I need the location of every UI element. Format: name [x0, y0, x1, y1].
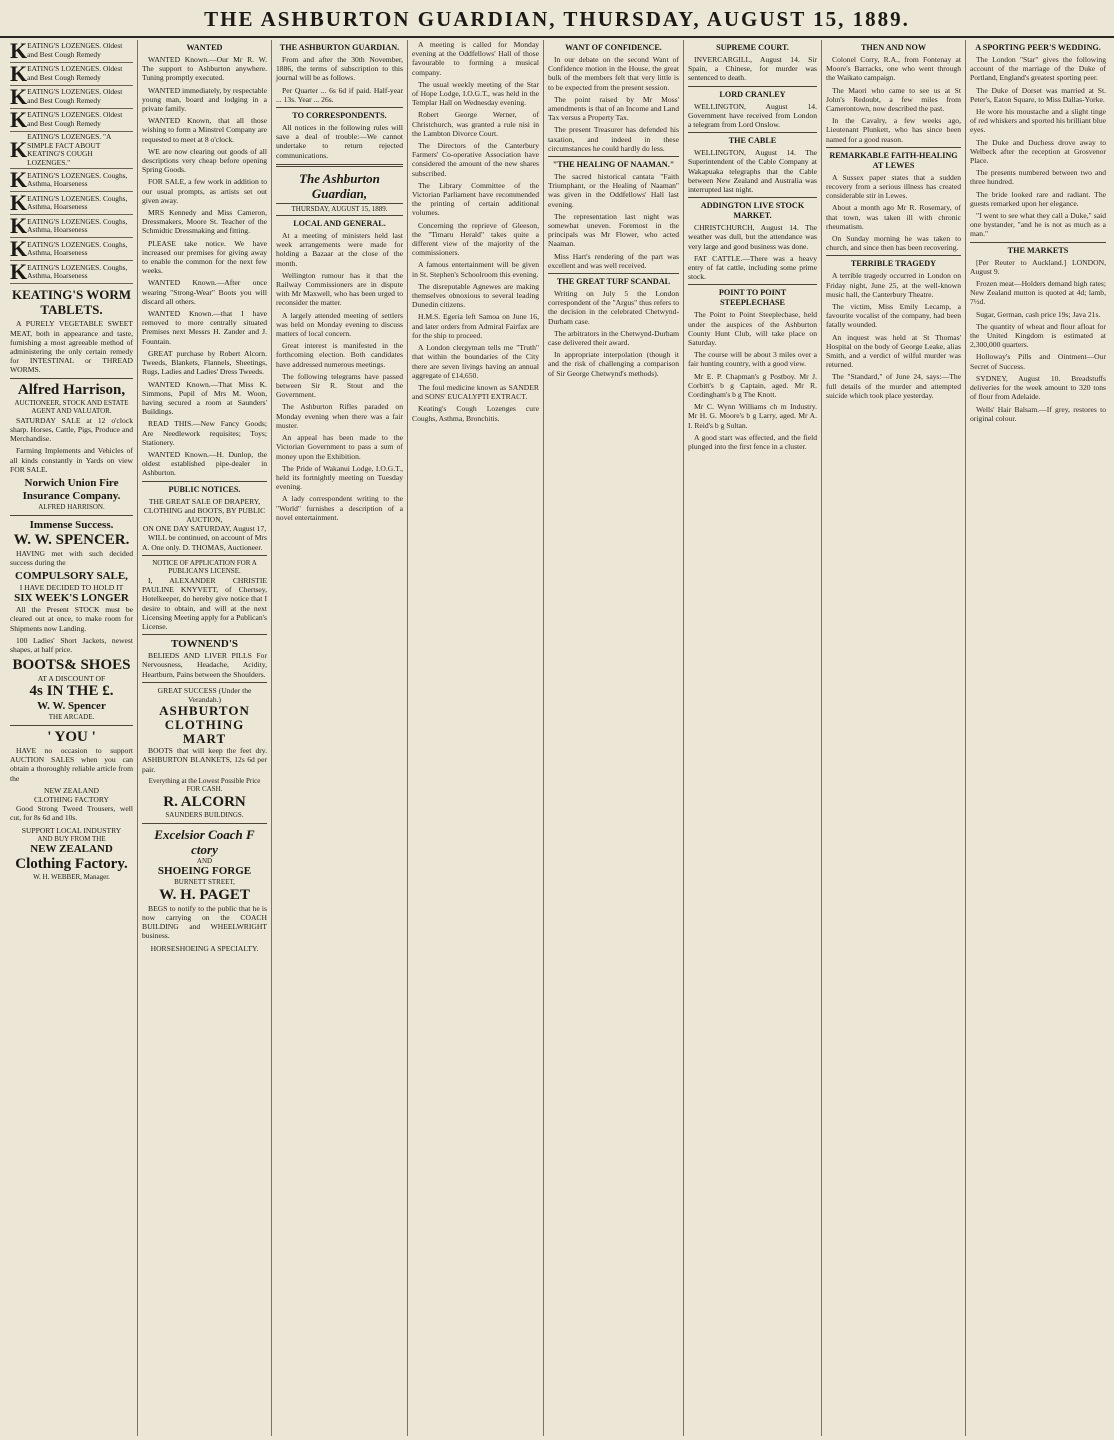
column-7 [822, 40, 966, 1436]
and-label: AND [196, 856, 213, 865]
column-8 [966, 40, 1110, 1436]
column-5 [544, 40, 684, 1436]
keating-ad [10, 63, 133, 86]
keating-initial: K [10, 259, 28, 285]
terrible-body: A terrible tragedy occurred in London on Friday night, June 25, at the well-known music hall, the Canterbury Theatre. The victim, Miss Emily Lecamp, a favourite vocalist of the company, had been fatally wounded. An inquest was held at St Thomas' Hospital on the body of George Leake, alias Smith, and a verdict of wilful murder was returned. The "Standard," of June 24, says:—The full details of the murder and attempted suicide which took place yesterday. [826, 271, 961, 400]
markets-body: [Per Reuter to Auckland.] LONDON, August 9. Frozen meat—Holders demand high rates; New Zealand mutton is quoted at 4d; lamb, 7½d. Sugar, German, cash price 19s; Java 21s. The quantity of wheat and flour afloat for the United Kingdom is estimated at 2,300,000 quarters. Holloway's Pills and Ointment—Our Secret of Success. SYDNEY, August 10. Breadstuffs deliveries for the week amount to 320 tons of flour from Adelaide. Wells' Hair Balsam.—If grey, restores to original colour. [970, 257, 1106, 423]
column-6 [684, 40, 822, 1436]
keating-initial: K [10, 107, 28, 132]
keating-ad [10, 132, 133, 169]
keating-ad [10, 261, 133, 284]
keating-ad [10, 192, 133, 215]
lord-cranley-heading: LORD CRANLEY [719, 89, 786, 99]
addington-heading: ADDINGTON LIVE STOCK MARKET. [700, 201, 805, 221]
support-label: SUPPORT LOCAL INDUSTRY [21, 825, 122, 835]
notice-text-2: Per Quarter ... 6s 6d if paid. Half-year ... 13s. Year ... 26s. [276, 85, 403, 104]
keating-ads [10, 40, 133, 284]
keating-text: EATING'S LOZENGES. Coughs, Asthma, Hoarseness [27, 262, 128, 281]
keating-ad [10, 40, 133, 63]
great-sale: THE GREAT SALE OF DRAPERY, CLOTHING and BOOTS, BY PUBLIC AUCTION, [143, 496, 266, 524]
buy-from-label: AND BUY FROM THE [37, 834, 106, 843]
spencer-text-2: All the Present STOCK must be cleared out at once, to make room for Shipments now Landing. [10, 605, 133, 633]
keating-ad [10, 109, 133, 132]
cable-text: WELLINGTON, August 14. The Superintendent of the Cable Company at Wakapuaka telegraphs that the Cable between New Zealand and Australia was interrupted last night. [688, 148, 817, 195]
addington-text-2: FAT CATTLE.—There was a heavy entry of fat cattle, including some prime stock. [688, 253, 817, 282]
notice-text: From and after the 30th November, 1886, the terms of subscription to this journal will be as follows. [276, 55, 403, 83]
wanted-text-9: WANTED Known.—that I have removed to more centrally situated Premises next Messrs H. Zander and J. Fountain. [142, 309, 267, 346]
correspondents-text: All notices in the following rules will save a deal of trouble:—We cannot undertake to return rejected communications. [276, 123, 403, 160]
confidence-body: In our debate on the second Want of Confidence motion in the House, the great bulk of the members felt that very little is to be expected from the present session. The point raised by Mr Moss' amendments is that of an Income and Land Tax versus a Property Tax. The present Treasurer has defended his taxation, and indeed in these circumstances he could hardly do less. [548, 55, 679, 153]
ashburton-clothing-mart: ASHBURTON CLOTHING MART [159, 703, 250, 747]
then-now-heading: THEN AND NOW [860, 43, 927, 52]
keating-text: EATING'S LOZENGES. Oldest and Best Cough Remedy [27, 41, 123, 59]
want-confidence-heading: WANT OF CONFIDENCE. [565, 43, 662, 52]
alfred-harrison-2: ALFRED HARRISON. [38, 503, 105, 511]
supreme-text: INVERCARGILL, August 14. Sir Spain, a Chinese, for murder was sentenced to death. [688, 55, 817, 83]
wanted-text-6: MRS Kennedy and Miss Cameron, Dressmakers, Moore St. Teacher of the Schmidtic Dressmaking and fitting. [142, 208, 267, 236]
great-turf-heading: THE GREAT TURF SCANDAL [556, 277, 671, 287]
nz-label: NEW ZEALAND [44, 785, 99, 795]
column-2 [138, 40, 272, 1436]
turf-body: Writing on July 5 the London correspondent of the "Argus" thus refers to the decision in the celebrated Chetwynd-Durham case. The arbitrators in the Chetwynd-Durham case delivered their award. In appropriate interpolation (though it and the risk of challenging a comparison of Sir George Chetwynd's methods). [548, 289, 679, 378]
naaman-body: The sacred historical cantata "Faith Triumphant, or the Healing of Naaman" was given in the Oddfellows' Hall last evening. The representation last night was somewhat uneven. Foremost in the principals was Mr Flower, who acted Naaman. Miss Hart's rendering of the part was excellent and was well received. [548, 172, 679, 270]
wh-paget: W. H. PAGET [159, 886, 250, 903]
decided: I HAVE DECIDED TO HOLD IT [19, 583, 124, 592]
wanted-text-5: FOR SALE, a few work in addition to our usual prompts, as artists set out given away. [142, 177, 267, 205]
shoeing-forge: SHOEING FORGE [157, 865, 252, 878]
sporting-body: The London "Star" gives the following account of the marriage of the Duke of Portland, England's greatest sporting peer. The Duke of Dorset was married at St. Peter's, Eaton Square, to Miss Dallas-Yorke. He wore his moustache and a slight tinge of red whiskers and sported his brilliant blue eyes. The Duke and Duchess drove away to Welbeck after the reception at Grosvenor Place. The presents numbered between two and three hundred. The bride looked rare and radiant. The guests remarked upon her elegance. "I went to see what they call a Duke," said one bystander, "and he is not as much as a man." [970, 55, 1106, 239]
keating-text: EATING'S LOZENGES. Coughs, Asthma, Hoarseness [27, 216, 128, 235]
you-heading: ' YOU ' [47, 729, 96, 746]
factory-text: Good Strong Tweed Trousers, well cut, for 8s 6d and 10s. [10, 804, 133, 823]
wanted-text-13: WANTED Known.—H. Dunlop, the oldest established pipe-dealer in Ashburton. [142, 449, 267, 478]
supreme-court-heading: SUPREME COURT. [716, 43, 789, 52]
worm-tablets-title: KEATING'S WORM TABLETS. [11, 287, 132, 318]
columns [6, 40, 1110, 1436]
wanted-text-7: PLEASE take notice. We have increased our premises for giving away to enable the common for the next few weeks. [142, 238, 267, 276]
local-news-body: At a meeting of ministers held last week arrangements were made for holding a Bazaar at the close of the month. Wellington rumour has it that the Railway Commissioners are in dispute with Mr Maxwell, who has been urged to reconsider the matter. A largely attended meeting of settlers was held on Monday evening to discuss matters of local concern. Great interest is manifested in the forthcoming election. Both candidates have addressed numerous meetings. The following telegrams have passed between Sir R. Stout and the Government. The Ashburton Rifles paraded on Monday evening when there was a fair muster. An appeal has been made to the Victorian Government to pass a sum of money upon the Exhibition. The Pride of Wakanui Lodge, I.O.G.T., held its fortnightly meeting on Tuesday evening. A lady correspondent writing to the "World" furnishes a description of a novel entertainment. [276, 231, 403, 522]
keating-ad [10, 215, 133, 238]
healing-naaman-heading: "THE HEALING OF NAAMAN." [552, 160, 675, 170]
keating-initial: K [10, 236, 28, 262]
sporting-peer-heading: A SPORTING PEER'S WEDDING. [975, 43, 1101, 52]
p2p-body: The Point to Point Steeplechase, held under the auspices of the Ashburton County Hunt Club, will take place on Saturday. The course will be about 3 miles over a fair hunting country, with a good view. Mr E. P. Chapman's g Postboy. Mr J. Corbitt's b g Captain, aged. Mr R. Cordingham's b g The Knott. Mr C. Wynn Williams ch m Industry. Mr H. G. Moore's b g Larry, aged. Mr A. I. Reid's b g Sultan. A good start was effected, and the field plunged into the first fence in a cluster. [688, 310, 817, 452]
column-4 [408, 40, 544, 1436]
alfred-text-2: Farming Implements and Vehicles of all kinds constantly in Yards on view FOR SALE. [10, 446, 133, 474]
column-3 [272, 40, 408, 1436]
everything: Everything at the Lowest Possible Price FOR CASH. [148, 776, 261, 794]
ww-spencer: W. W. SPENCER. [13, 531, 130, 548]
wanted-text-2: WANTED immediately, by respectable young man, board and lodging in a private family. [142, 85, 267, 114]
discount-b: 4s IN THE £. [29, 683, 114, 700]
keating-ad [10, 86, 133, 109]
wanted-text-8: WANTED Known.—After once wearing "Strong-Wear" Boots you will discard all others. [142, 278, 267, 306]
worm-text: A PURELY VEGETABLE SWEET MEAT, both in appearance and taste, furnishing a most agreeable method of administering the only certain remedy for INTESTINAL or THREAD WORMS. [10, 319, 133, 375]
norwich-union: Norwich Union Fire Insurance Company. [22, 477, 121, 502]
guardian-title: The Ashburton Guardian, [299, 170, 380, 201]
then-now-body: Colonel Corry, R.A., from Fontenay at Moore's Barracks, one who went through the Waikato campaign. The Maori who came to see us at St John's Redoubt, a few miles from Camerontown, now described the past. In the Cavalry, a few weeks ago, Lieutenant Plunkett, who has since been named for a good reason. [826, 55, 961, 144]
public-notices-heading: PUBLIC NOTICES. [168, 484, 241, 494]
arcade: THE ARCADE. [48, 713, 95, 722]
alfred-harrison: Alfred Harrison, [17, 381, 126, 398]
local-general-heading: LOCAL AND GENERAL. [293, 219, 386, 229]
keating-ad [10, 238, 133, 261]
clothing-factory-label: CLOTHING FACTORY [33, 795, 110, 805]
webber: W. H. WEBBER, Manager. [33, 873, 110, 882]
alcorn: R. ALCORN [163, 793, 246, 810]
cranley-text: WELLINGTON, August 14. Government have received from London a telegram from Lord Onslow. [688, 101, 817, 130]
spencer-text: HAVING met with such decided success during the [10, 548, 133, 567]
immense-success: Immense Success. [29, 518, 114, 531]
mart-text: BOOTS that will keep the feet dry. ASHBURTON BLANKETS, 12s 6d per pair. [142, 746, 267, 774]
wanted-text-4: WE are now clearing out goods of all descriptions very cheap before opening Spring Goods. [142, 146, 267, 175]
keating-text: EATING'S LOZENGES. Coughs, Asthma, Hoarseness [27, 239, 128, 258]
p2p-heading: POINT TO POINT STEEPLECHASE [718, 288, 787, 308]
alfred-sub: AUCTIONEER, STOCK AND ESTATE AGENT AND VALUATOR. [14, 398, 129, 416]
keating-initial: K [10, 84, 28, 109]
cable-heading: THE CABLE [728, 136, 777, 146]
you-text: HAVE no occasion to support AUCTION SALES when you can obtain a thoroughly reliable article from the [10, 746, 133, 783]
six-weeks: SIX WEEK'S LONGER [14, 592, 129, 605]
saunders: SAUNDERS BUILDINGS. [165, 810, 244, 819]
wanted-text-10: GREAT purchase by Robert Alcorn. Tweeds, Blankets, Flannels, Sheetings, Rugs, Ladies and Ladies' Dress Tweeds. [142, 348, 267, 377]
keating-text: EATING'S LOZENGES. Oldest and Best Cough Remedy [27, 87, 123, 105]
keating-text: EATING'S LOZENGES. Oldest and Best Cough Remedy [27, 64, 123, 82]
nz-label-2: NEW ZEALAND [30, 843, 113, 856]
one-day: ON ONE DAY SATURDAY, August 17, [142, 524, 267, 534]
wanted-text: WANTED Known.—Our Mr R. W. The support to Ashburton anywhere. Tuning promptly executed. [142, 55, 267, 83]
addington-text: CHRISTCHURCH, August 14. The weather was dull, but the attendance was very large and good business was done. [688, 223, 817, 251]
wanted-text-11: WANTED Known.—That Miss K. Simmons, Pupil of Mrs M. Woon, having secured a room at Saunders' Buildings. [142, 379, 267, 417]
column-1 [6, 40, 138, 1436]
keating-text: EATING'S LOZENGES. Coughs, Asthma, Hoarseness [27, 193, 128, 212]
correspondents-heading: TO CORRESPONDENTS. [292, 111, 387, 121]
horseshoeing: HORSESHOEING A SPECIALTY. [150, 943, 259, 953]
remarkable-body: A Sussex paper states that a sudden recovery from a serious illness has created considerable stir in Lewes. About a month ago Mr R. Rosemary, of that town, was taken ill with chronic rheumatism. On Sunday morning he was taken to church, and since then has been recovering. [826, 172, 961, 253]
excelsior: Excelsior Coach F ctory [154, 826, 255, 857]
great-success: GREAT SUCCESS (Under the Verandah.) [157, 685, 252, 704]
keating-text: EATING'S LOZENGES. "A SIMPLE FACT ABOUT KEATING'S COUGH LOZENGES." [27, 132, 111, 167]
keating-initial: K [10, 137, 28, 163]
column-4-body: A meeting is called for Monday evening at the Oddfellows' Hall of those favourable to forming a musical company. The usual weekly meeting of the Star of Hope Lodge, I.O.G.T., was held in the Templar Hall on Wednesday evening. Robert George Werner, of Christchurch, was granted a rule nisi in the Lambton Divorce Court. The Directors of the Canterbury Farmers' Co-operative Association have considered the amount of the new shares subscribed. The Library Committee of the Victorian Parliament have recommended the printing of certain additional volumes. Concerning the reprieve of Gleeson, the "Timaru Herald" takes quite a different view of the majority of the commissioners. A famous entertainment will be given in St. Stephen's Schoolroom this evening. The disreputable Agnewes are making themselves obnoxious to several leading Dunedin citizens. H.M.S. Egeria left Samoa on June 16, and later orders from Admiral Fairfax are for the ship to proceed. A London clergyman tells me "Truth" that within the boundaries of the City there are seven livings having an annual aggregate of £14,650. The foul medicine known as SANDER and SONS' EUCALYPTI EXTRACT. Keating's Cough Lozenges cure Coughs, Asthma, Bronchitis. [412, 40, 539, 423]
keating-initial: K [10, 61, 28, 86]
paget-text: BEGS to notify to the public that he is now carrying on the COACH BUILDING and WHEELWRIGHT business. [142, 903, 267, 941]
sale-text: WILL be continued, on account of Mrs A. One only. D. THOMAS, Auctioneer. [142, 533, 267, 552]
keating-initial: K [10, 190, 28, 216]
spencer-text-3: 100 Ladies' Short Jackets, newest shapes, at half price. [10, 635, 133, 655]
discount-a: AT A DISCOUNT OF [37, 674, 106, 684]
masthead [0, 0, 1114, 38]
terrible-heading: TERRIBLE TRAGEDY [850, 259, 937, 269]
keating-initial: K [10, 167, 28, 193]
keating-ad [10, 169, 133, 192]
publican-text: I, ALEXANDER CHRISTIE PAULINE KNYVETT, of Chertsey, Hotelkeeper, do hereby give notice that I desire to obtain, and will at the next Licensing Meeting apply for a Publican's License. [142, 575, 267, 631]
townend-text: BELIEDS AND LIVER PILLS For Nervousness, Headache, Acidity, Heartburn, Pains between the Shoulders. [142, 651, 267, 679]
boots-shoes: BOOTS& SHOES [12, 657, 131, 674]
factory-label-2: Clothing Factory. [15, 856, 128, 873]
keating-text: EATING'S LOZENGES. Coughs, Asthma, Hoarseness [27, 170, 128, 189]
burnett-street: BURNETT STREET, [174, 878, 235, 887]
keating-initial: K [10, 40, 28, 63]
wanted-heading: WANTED [186, 43, 223, 52]
notice-publican: NOTICE OF APPLICATION FOR A PUBLICAN'S LICENSE. [152, 558, 257, 576]
alfred-text: SATURDAY SALE at 12 o'clock sharp. Horses, Cattle, Pigs, Produce and Merchandise. [10, 415, 133, 444]
guardian-notice: THE ASHBURTON GUARDIAN. [279, 43, 400, 52]
compulsory-sale: COMPULSORY SALE, [15, 570, 128, 582]
markets-heading: THE MARKETS [1007, 245, 1069, 255]
keating-initial: K [10, 213, 28, 239]
wanted-text-3: WANTED Known, that all those wishing to form a Minstrel Company are requested to meet at 8 o'clock. [142, 116, 267, 144]
spencer-2: W. W. Spencer [37, 700, 106, 713]
guardian-date: THURSDAY, AUGUST 15, 1889. [276, 203, 403, 216]
newspaper-title: THE ASHBURTON GUARDIAN, THURSDAY, AUGUST 15, 1889. [204, 7, 910, 31]
wanted-text-12: READ THIS.—New Fancy Goods; Are Needlework requisites; Toys; Stationery. [142, 419, 267, 447]
remarkable-heading: REMARKABLE FAITH-HEALING AT LEWES [829, 150, 958, 170]
keating-text: EATING'S LOZENGES. Oldest and Best Cough Remedy [27, 110, 123, 128]
townend: TOWNEND'S [170, 638, 239, 651]
